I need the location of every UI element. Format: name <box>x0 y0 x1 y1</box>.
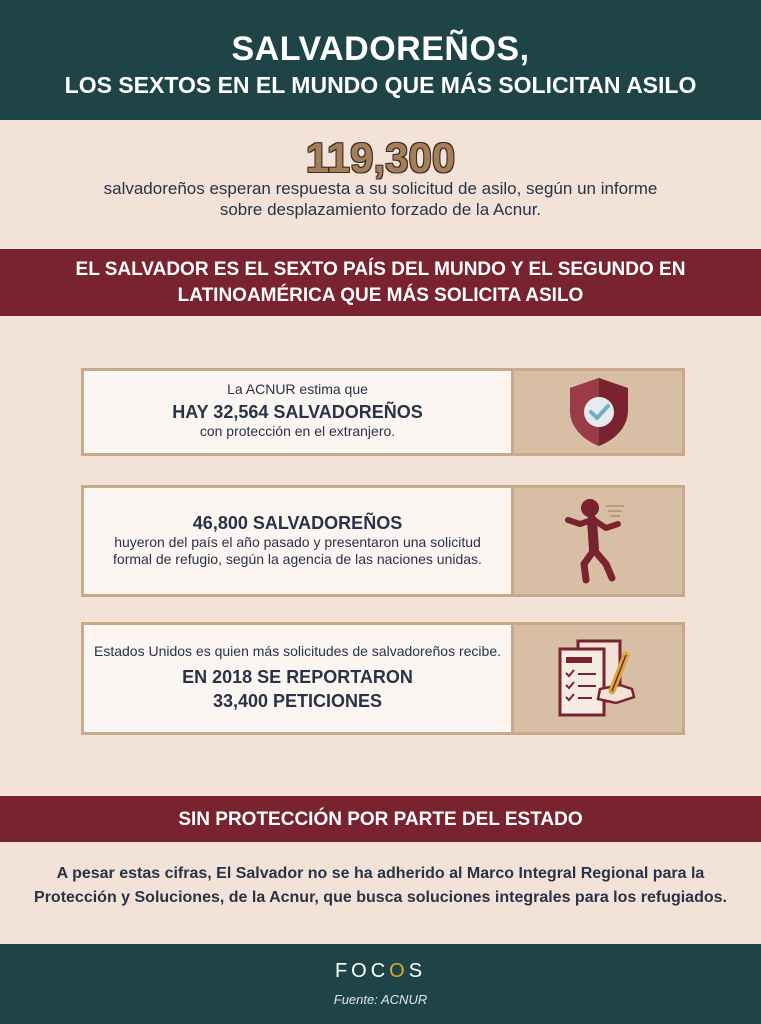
card-1-icon-box <box>511 371 682 453</box>
running-person-icon <box>562 494 642 590</box>
logo-part-1: FOC <box>334 960 390 982</box>
page-title: SALVADOREÑOS, <box>231 30 530 68</box>
card-1-text <box>84 381 511 440</box>
card-3-pre: Estados Unidos es quien más solicitudes de salvadoreños recibe. <box>93 643 501 659</box>
card-3-text <box>84 643 511 712</box>
big-number: 119,300 <box>305 134 456 181</box>
card-2-post-2: formal de refugio, según la agencia de las naciones unidas. <box>113 551 482 567</box>
source-label: Fuente: <box>333 992 378 1007</box>
stat-card-fled <box>81 485 685 597</box>
closing-line-1: A pesar estas cifras, El Salvador no se ha adherido al Marco Integral Regional para la <box>56 865 705 882</box>
stat-card-protection <box>81 368 685 456</box>
section-banner-2 <box>0 796 761 842</box>
card-1-post: con protección en el extranjero. <box>199 423 396 439</box>
card-3-icon-box <box>511 625 682 732</box>
stat-card-petitions <box>81 622 685 735</box>
banner-1-line-2: LATINOAMÉRICA QUE MÁS SOLICITA ASILO <box>177 285 584 306</box>
intro-text <box>60 178 701 220</box>
card-2-icon-box <box>511 488 682 594</box>
source-value: ACNUR <box>381 992 428 1007</box>
card-2-headline: 46,800 SALVADOREÑOS <box>192 513 403 533</box>
card-2-post-1: huyeron del país el año pasado y presentaron una solicitud <box>114 534 481 550</box>
card-1-headline: HAY 32,564 SALVADOREÑOS <box>172 402 423 422</box>
card-3-headline-1: EN 2018 SE REPORTARON <box>182 667 413 687</box>
closing-text <box>30 862 731 910</box>
card-2-text <box>84 512 511 568</box>
logo-part-3: S <box>408 960 427 982</box>
document-sign-icon <box>554 637 644 721</box>
section-banner-1 <box>0 249 761 316</box>
card-1-pre: La ACNUR estima que <box>227 381 368 397</box>
logo-part-2: O <box>389 960 409 982</box>
banner-1-line-1: EL SALVADOR ES EL SEXTO PAÍS DEL MUNDO Y EL SEGUNDO EN <box>75 259 686 280</box>
closing-line-2: Protección y Soluciones, de la Acnur, que busca soluciones integrales para los refugiados. <box>34 889 727 906</box>
card-3-headline-2: 33,400 PETICIONES <box>212 691 383 711</box>
page-subtitle: LOS SEXTOS EN EL MUNDO QUE MÁS SOLICITAN ASILO <box>64 72 697 98</box>
intro-line-2: sobre desplazamiento forzado de la Acnur. <box>219 200 542 219</box>
header <box>0 0 761 120</box>
focos-logo <box>0 960 761 983</box>
source-line <box>0 992 761 1007</box>
banner-2-line-1: SIN PROTECCIÓN POR PARTE DEL ESTADO <box>178 809 583 830</box>
intro-line-1: salvadoreños esperan respuesta a su solicitud de asilo, según un informe <box>103 179 658 198</box>
shield-check-icon <box>564 376 634 448</box>
footer <box>0 944 761 1024</box>
